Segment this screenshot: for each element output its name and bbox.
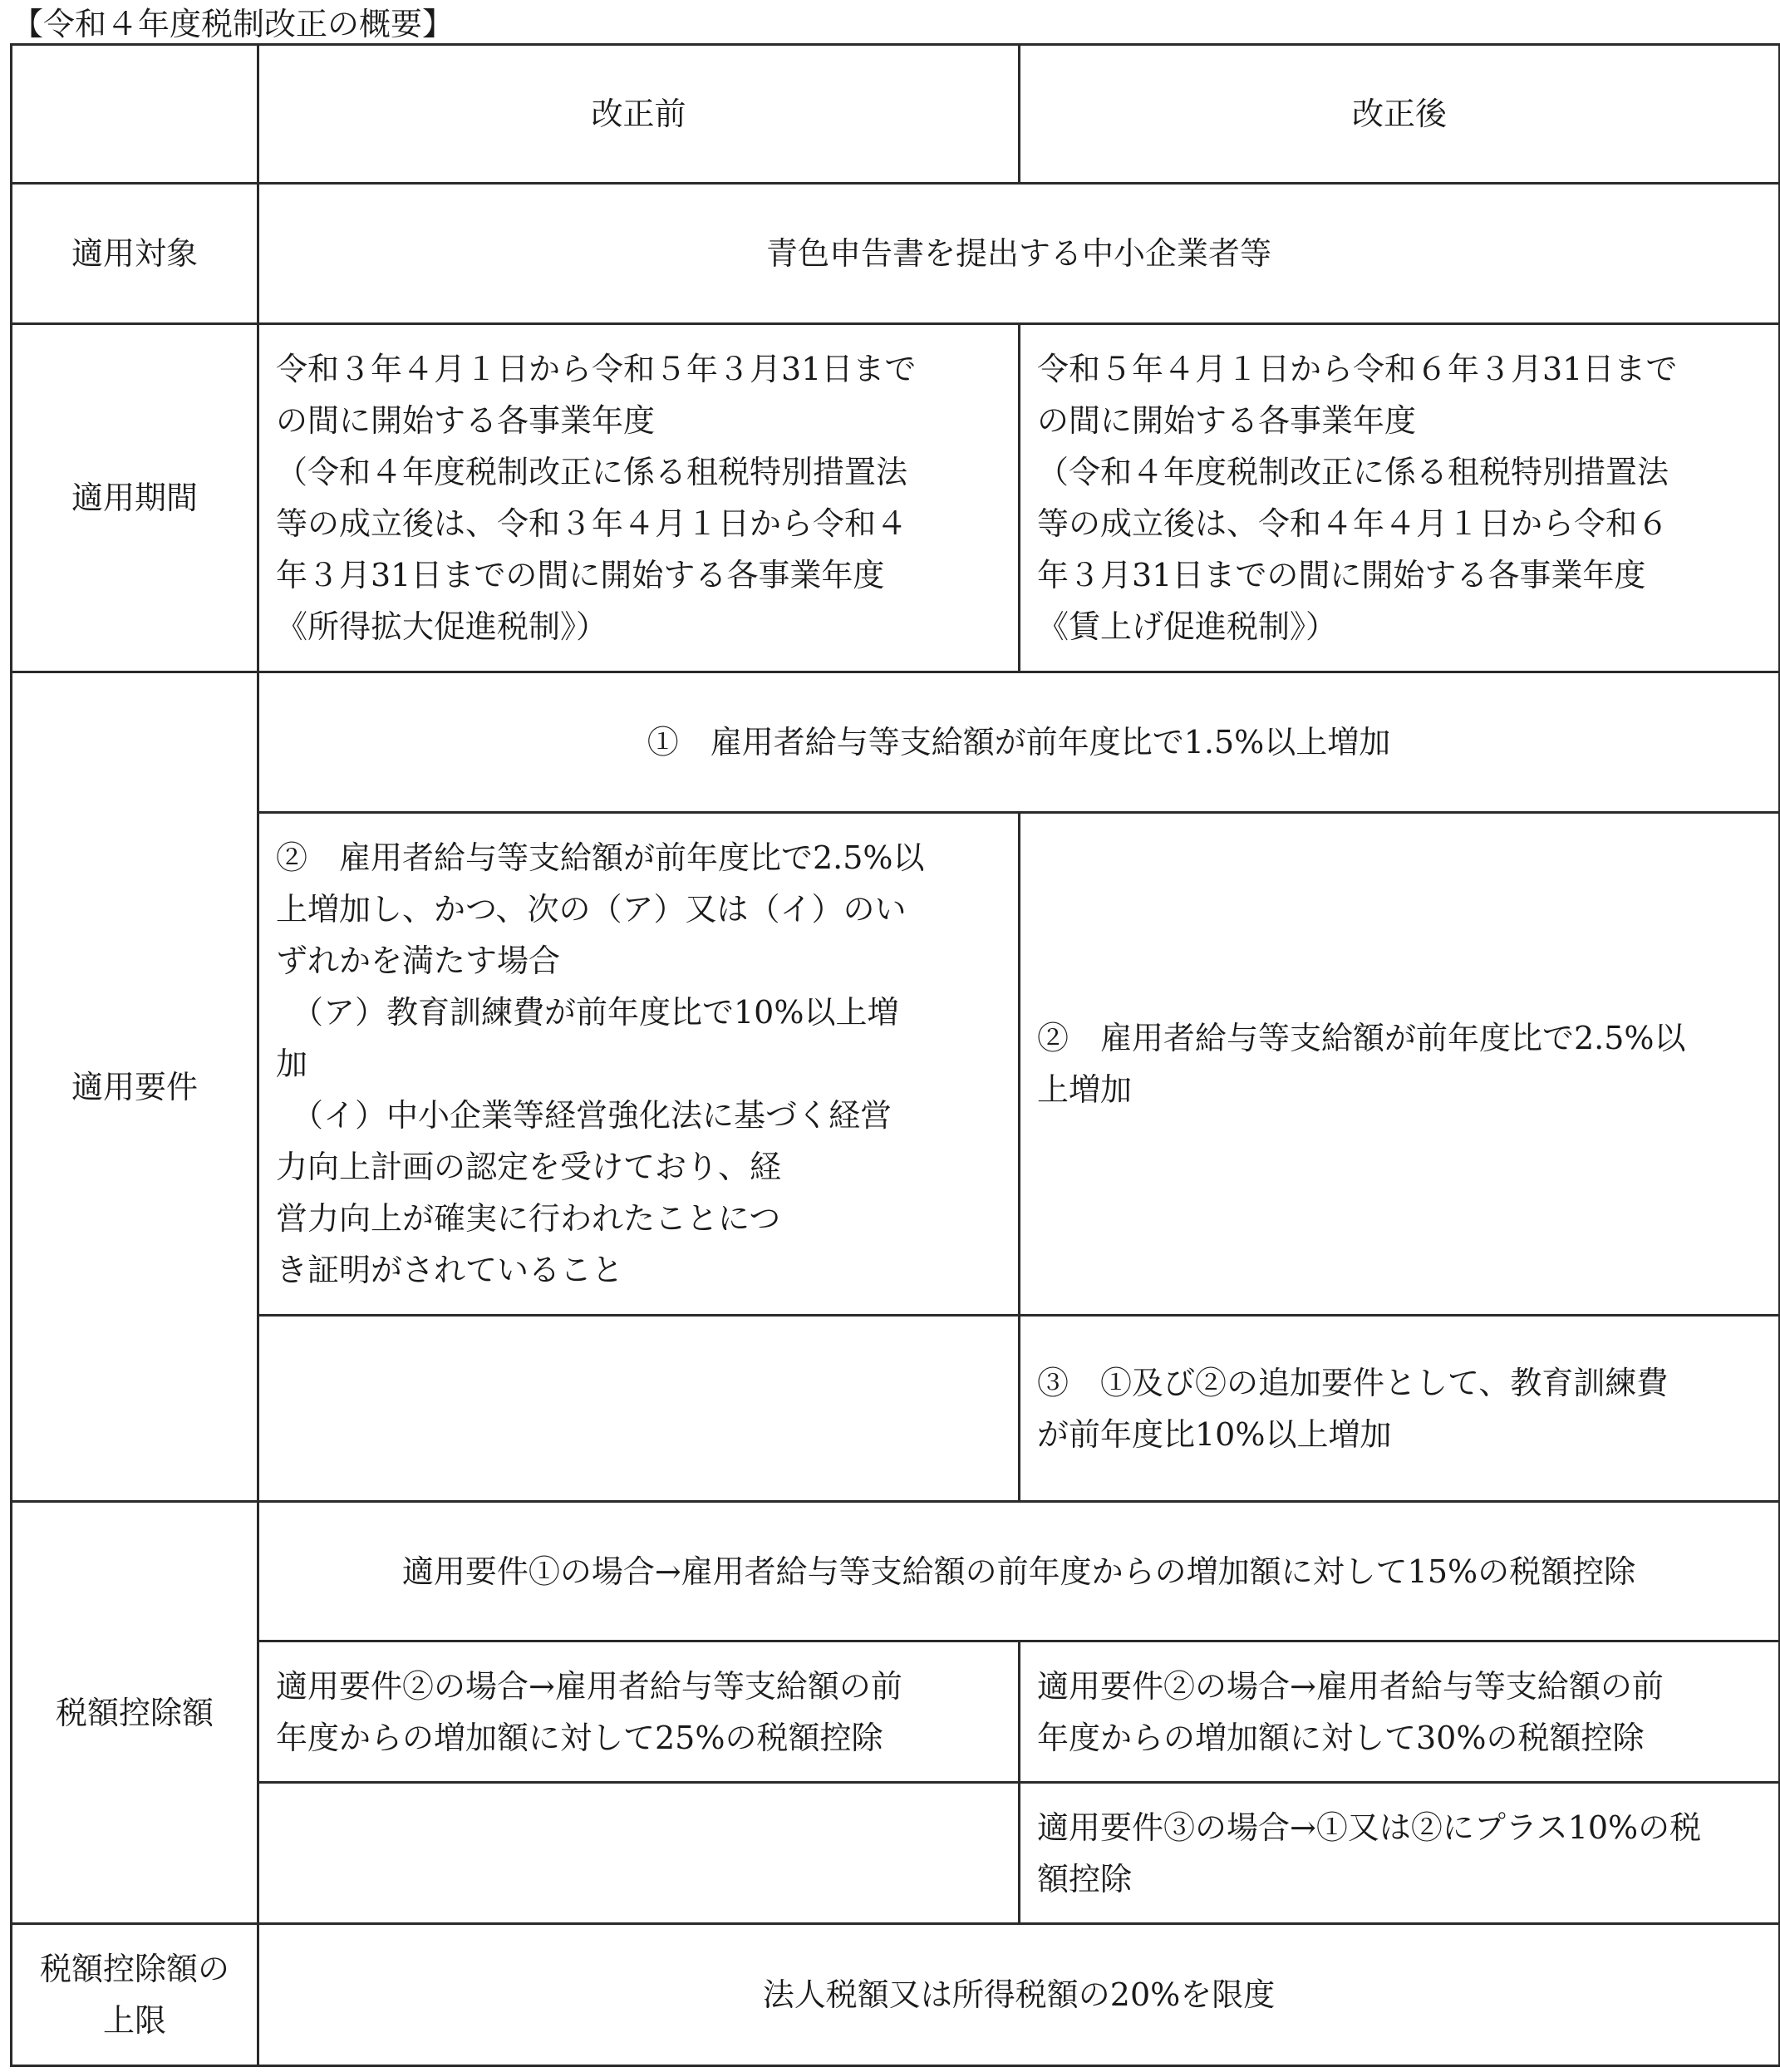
requirements-row-2 [12, 813, 1780, 1316]
requirements-before-2-line: ずれかを満たす場合 [276, 942, 561, 979]
period-before-line: の間に開始する各事業年度 [276, 402, 656, 439]
requirements-after-3-cell [1020, 1316, 1780, 1502]
deduction-before-3-cell [258, 1783, 1020, 1924]
period-after-line: （令和４年度税制改正に係る租税特別措置法 [1037, 454, 1669, 490]
deduction-before-2-line: 年度からの増加額に対して25%の税額控除 [276, 1719, 883, 1756]
requirements-before-3-cell [258, 1316, 1020, 1502]
period-after-cell [1020, 324, 1780, 672]
requirements-before-2-line: 加 [276, 1046, 308, 1082]
requirements-before-2-line: （ア）教育訓練費が前年度比で10%以上増 [276, 994, 899, 1031]
deduction-before-2-line: 適用要件②の場合→雇用者給与等支給額の前 [276, 1667, 902, 1705]
period-before-line: 令和３年４月１日から令和５年３月31日まで [276, 351, 917, 387]
tax-reform-table [10, 43, 1780, 2067]
header-after-cell: 改正後 [1020, 45, 1780, 184]
period-after-line: の間に開始する各事業年度 [1037, 402, 1417, 439]
requirements-before-2-line: ② 雇用者給与等支給額が前年度比で2.5%以 [276, 839, 925, 876]
period-before-cell [258, 324, 1020, 672]
deduction-after-3-cell [1020, 1783, 1780, 1924]
requirements-after-3-line: ③ ①及び②の追加要件として、教育訓練費 [1037, 1364, 1669, 1401]
requirements-before-2-line: き証明がされていること [276, 1252, 624, 1288]
target-label: 適用対象 [12, 184, 258, 324]
period-before-line: （令和４年度税制改正に係る租税特別措置法 [276, 454, 908, 490]
deduction-after-3-line: 額控除 [1037, 1860, 1133, 1897]
requirements-before-2-line: 上増加し、かつ、次の（ア）又は（イ）のい [276, 891, 907, 928]
deduction-row-3 [12, 1783, 1780, 1924]
period-after-line: 等の成立後は、令和４年４月１日から令和６ [1037, 505, 1669, 542]
period-before-line: 年３月31日までの間に開始する各事業年度 [276, 557, 885, 593]
period-after-line: 令和５年４月１日から令和６年３月31日まで [1037, 351, 1678, 387]
limit-label-line: 上限 [102, 2002, 166, 2039]
limit-label [12, 1924, 258, 2066]
header-blank-cell [12, 45, 258, 184]
deduction-before-2-cell [258, 1641, 1020, 1783]
deduction-row-2 [12, 1641, 1780, 1783]
deduction-after-2-line: 適用要件②の場合→雇用者給与等支給額の前 [1037, 1667, 1664, 1705]
requirements-after-3-line: が前年度比10%以上増加 [1037, 1415, 1392, 1453]
period-before-line: 《所得拡大促進税制》） [276, 608, 608, 645]
requirements-before-2-line: 営力向上が確実に行われたことにつ [276, 1200, 781, 1237]
target-row [12, 184, 1780, 324]
deduction-after-3-line: 適用要件③の場合→①又は②にプラス10%の税 [1037, 1809, 1702, 1846]
deduction-label: 税額控除額 [12, 1502, 258, 1924]
requirements-row-3 [12, 1316, 1780, 1502]
deduction-after-2-line: 年度からの増加額に対して30%の税額控除 [1037, 1719, 1645, 1756]
limit-row [12, 1924, 1780, 2066]
limit-label-line: 税額控除額の [39, 1951, 229, 1987]
header-row [12, 45, 1780, 184]
header-before-cell: 改正前 [258, 45, 1020, 184]
period-after-line: 《賃上げ促進税制》） [1037, 608, 1338, 645]
period-after-line: 年３月31日までの間に開始する各事業年度 [1037, 557, 1646, 593]
requirements-common-1: ① 雇用者給与等支給額が前年度比で1.5%以上増加 [258, 672, 1780, 813]
requirements-before-2-cell [258, 813, 1020, 1316]
period-before-line: 等の成立後は、令和３年４月１日から令和４ [276, 505, 908, 542]
period-label: 適用期間 [12, 324, 258, 672]
requirements-label: 適用要件 [12, 672, 258, 1502]
period-row [12, 324, 1780, 672]
requirements-before-2-line: 力向上計画の認定を受けており、経 [276, 1149, 782, 1185]
requirements-before-2-line: （イ）中小企業等経営強化法に基づく経営 [276, 1097, 892, 1134]
requirements-after-2-line: 上増加 [1037, 1071, 1133, 1108]
deduction-row-1 [12, 1502, 1780, 1641]
limit-value: 法人税額又は所得税額の20%を限度 [258, 1924, 1780, 2066]
deduction-after-2-cell [1020, 1641, 1780, 1783]
requirements-after-2-line: ② 雇用者給与等支給額が前年度比で2.5%以 [1037, 1020, 1686, 1056]
page-title: 【令和４年度税制改正の概要】 [12, 6, 455, 42]
deduction-common-1: 適用要件①の場合→雇用者給与等支給額の前年度からの増加額に対して15%の税額控除 [258, 1502, 1780, 1641]
target-value: 青色申告書を提出する中小企業者等 [258, 184, 1780, 324]
requirements-row-1 [12, 672, 1780, 813]
requirements-after-2-cell [1020, 813, 1780, 1316]
